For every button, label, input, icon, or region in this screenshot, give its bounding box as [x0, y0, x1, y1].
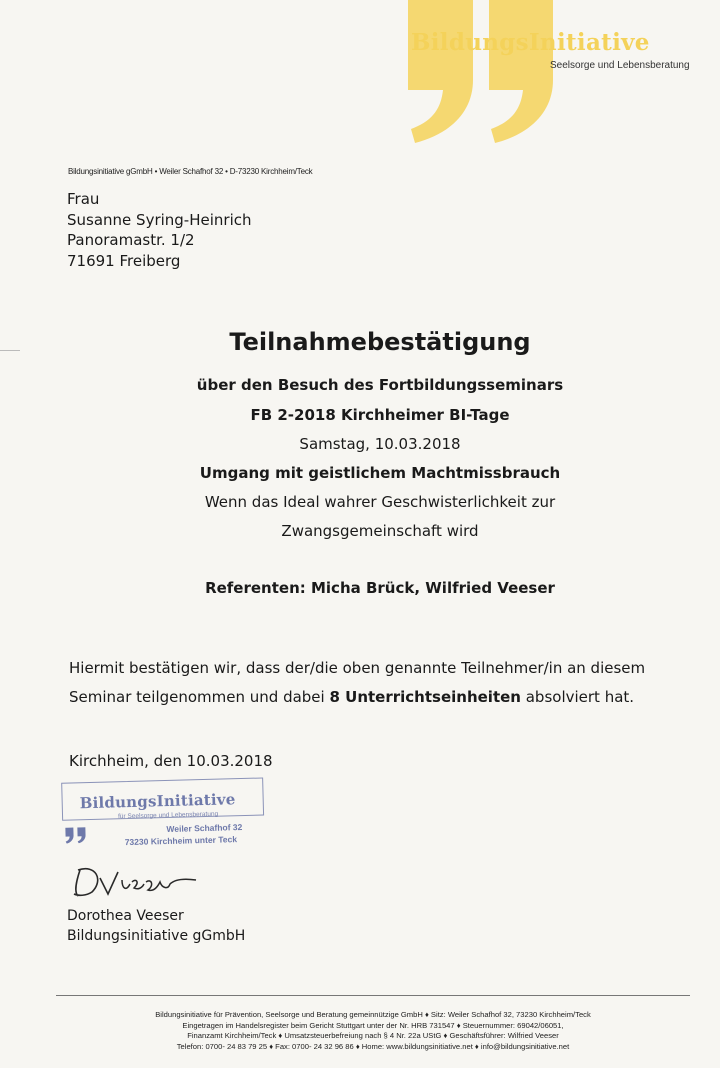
- confirmation-line2-before: Seminar teilgenommen und dabei: [69, 688, 330, 706]
- seminar-date: Samstag, 10.03.2018: [299, 435, 461, 453]
- sender-line: Bildungsinitiative gGmbH • Weiler Schafhof 32 • D-73230 Kirchheim/Teck: [68, 167, 313, 176]
- place-and-date: Kirchheim, den 10.03.2018: [69, 752, 273, 770]
- seminar-subtitle-line1: Wenn das Ideal wahrer Geschwisterlichkeit zur: [204, 493, 556, 511]
- confirmation-line2: [69, 683, 709, 712]
- stamp-quote-marks-icon: [64, 827, 88, 844]
- recipient-salutation: Frau: [67, 190, 100, 208]
- recipient-city: 71691 Freiberg: [67, 251, 181, 270]
- footer-line3: Finanzamt Kirchheim/Teck ♦ Umsatzsteuerbefreiung nach § 4 Nr. 22a UStG ♦ Geschäftsführer: Wilfried Veeser: [187, 1031, 559, 1041]
- seminar-topic: Umgang mit geistlichem Machtmissbrauch: [199, 464, 561, 482]
- stamp-name: BildungsInitiative: [79, 790, 236, 813]
- company-logo: [405, 0, 705, 145]
- confirmation-line1: Hiermit bestätigen wir, dass der/die oben genannte Teilnehmer/in an diesem: [69, 659, 646, 677]
- recipient-address: [67, 189, 252, 271]
- footer-line1: Bildungsinitiative für Prävention, Seelsorge und Beratung gemeinnützige GmbH ♦ Sitz: Weiler Schafhof 32, 73230 Kirchheim/Teck: [155, 1010, 591, 1019]
- signer-block: [67, 906, 245, 946]
- recipient-street: Panoramastr. 1/2: [67, 231, 195, 249]
- logo-name: BildungsInitiative: [411, 29, 650, 56]
- confirmation-text: [69, 654, 709, 712]
- footer-line4: Telefon: 0700- 24 83 79 25 ♦ Fax: 0700- 24 32 96 86 ♦ Home: www.bildungsinitiative.net ♦ info@bildungsinitiative.net: [176, 1042, 570, 1052]
- handwritten-signature: [66, 860, 216, 902]
- quote-marks-logo-icon: [405, 0, 565, 145]
- stamp-subtitle: für Seelsorge und Lebensberatung: [117, 810, 219, 821]
- document-title: Teilnahmebestätigung: [229, 328, 531, 356]
- recipient-name: Susanne Syring-Heinrich: [67, 210, 252, 229]
- footer-divider: [56, 995, 690, 996]
- teaching-units: 8 Unterrichtseinheiten: [329, 688, 521, 706]
- logo-subtitle: Seelsorge und Lebensberatung: [550, 60, 690, 71]
- seminar-intro: über den Besuch des Fortbildungsseminars: [196, 376, 564, 394]
- signer-organization: Bildungsinitiative gGmbH: [67, 928, 246, 944]
- seminar-subtitle-line2: Zwangsgemeinschaft wird: [281, 522, 479, 540]
- confirmation-line2-after: absolviert hat.: [520, 688, 635, 706]
- stamp-street: Weiler Schafhof 32: [166, 822, 243, 835]
- footer: [0, 1010, 720, 1053]
- stamp-city: 73230 Kirchheim unter Teck: [124, 834, 238, 848]
- company-stamp: [61, 777, 273, 848]
- signer-name: Dorothea Veeser: [67, 908, 184, 924]
- seminar-speakers: Referenten: Micha Brück, Wilfried Veeser: [205, 579, 555, 597]
- footer-line2: Eingetragen im Handelsregister beim Gericht Stuttgart unter der Nr. HRB 731547 ♦ Steuernummer: 69042/06051,: [182, 1020, 564, 1030]
- seminar-code: FB 2-2018 Kirchheimer BI-Tage: [250, 406, 510, 424]
